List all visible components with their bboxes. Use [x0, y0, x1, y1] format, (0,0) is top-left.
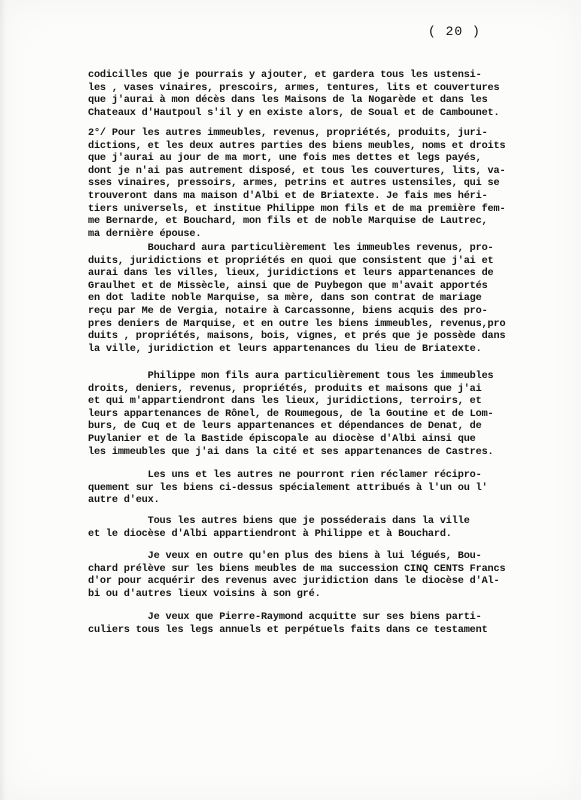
text-line: dont je n'ai pas autrement disposé, et tous les couvertures, lits, va-: [88, 165, 506, 177]
text-line: culiers tous les legs annuels et perpétuels faits dans ce testament: [88, 624, 488, 636]
paragraph-1: [88, 70, 548, 120]
text-line: d'or pour acquérir des revenus avec juridiction dans le diocèse d'Al-: [88, 576, 500, 588]
text-line: 2°/ Pour les autres immeubles, revenus, propriétés, produits, juri-: [88, 128, 488, 139]
text-line: aurai dans les villes, lieux, juridictions et leurs appartenances de: [88, 268, 494, 280]
text-line: que j'aurai à mon décès dans les Maisons de la Nogarède et dans les: [88, 95, 488, 107]
text-line: leurs appartenances de Rônel, de Roumegous, de la Goutine et de Lom-: [88, 408, 494, 420]
paragraph-6: [88, 516, 548, 541]
text-line: duits , propriétés, maisons, bois, vignes, et prés que je possède dans: [88, 331, 506, 343]
text-line: ma dernière épouse.: [88, 228, 202, 240]
text-line: Les uns et les autres ne pourront rien réclamer récipro-: [88, 470, 482, 481]
text-line: chard prélève sur les biens meubles de ma succession CINQ CENTS Francs: [88, 563, 506, 575]
text-line: Bouchard aura particulièrement les immeubles revenus, pro-: [88, 243, 494, 254]
page-edge-shadow: [0, 0, 6, 800]
text-line: quement sur les biens ci-dessus spécialement attribués à l'un ou l': [88, 482, 488, 494]
text-line: bi ou d'autres lieux voisins à son gré.: [88, 588, 321, 600]
text-line: duits, juridictions et propriétés en quoi que consistent que j'ai et: [88, 255, 494, 267]
text-line: me Bernarde, et Bouchard, mon fils et de noble Marquise de Lautrec,: [88, 216, 488, 228]
text-line: Chateaux d'Hautpoul s'il y en existe alors, de Soual et de Cambounet.: [88, 107, 500, 119]
text-line: dictions, et les deux autres parties des biens meubles, noms et droits: [88, 140, 506, 152]
text-line: et qui m'appartiendront dans les lieux, juridictions, terroirs, et: [88, 396, 482, 408]
text-line: codicilles que je pourrais y ajouter, et gardera tous les ustensi-: [88, 70, 482, 81]
text-line: burs, de Cuq et de leurs appartenances et dépendances de Denat, de: [88, 421, 482, 433]
page-number: ( 20 ): [428, 24, 481, 39]
text-line: que j'aurai au jour de ma mort, une fois mes dettes et legs payés,: [88, 153, 482, 165]
text-line: Philippe mon fils aura particulièrement tous les immeubles: [88, 371, 494, 382]
text-line: sses vinaires, pressoirs, armes, petrins et autres ustensiles, qui se: [88, 178, 500, 190]
paragraph-5: [88, 470, 548, 508]
text-line: Je veux en outre qu'en plus des biens à lui légués, Bou-: [88, 551, 482, 562]
text-line: autre d'eux.: [88, 495, 160, 507]
text-line: trouveront dans ma maison d'Albi et de Briatexte. Je fais mes héri-: [88, 190, 488, 202]
paragraph-2: [88, 128, 548, 241]
text-line: en dot ladite noble Marquise, sa mère, dans son contrat de mariage: [88, 293, 482, 305]
text-line: la ville, juridiction et leurs appartenances du lieu de Briatexte.: [88, 343, 482, 355]
text-line: Tous les autres biens que je posséderais dans la ville: [88, 516, 470, 527]
text-line: et le diocèse d'Albi appartiendront à Philippe et à Bouchard.: [88, 528, 452, 540]
text-line: Puylanier et de la Bastide épiscopale au diocèse d'Albi ainsi que: [88, 433, 476, 445]
text-line: pres deniers de Marquise, et en outre les biens immeubles, revenus,pro: [88, 318, 506, 330]
text-line: Je veux que Pierre-Raymond acquitte sur ses biens parti-: [88, 612, 482, 623]
paragraph-7: [88, 551, 548, 601]
text-line: les immeubles que j'ai dans la cité et ses appartenances de Castres.: [88, 446, 494, 458]
paragraph-3: [88, 243, 548, 356]
text-line: droits, deniers, revenus, propriétés, produits et maisons que j'ai: [88, 383, 482, 395]
text-line: reçu par Me de Vergia, notaire à Carcassonne, biens acquis des pro-: [88, 305, 488, 317]
paragraph-4: [88, 371, 548, 459]
paragraph-8: [88, 612, 548, 637]
text-line: Graulhet et de Missècle, ainsi que de Puybegon que m'avait apportés: [88, 280, 488, 292]
text-line: les , vases vinaires, prescoirs, armes, tentures, lits et couvertures: [88, 82, 500, 94]
text-line: tiers universels, et institue Philippe mon fils et de ma première fem-: [88, 203, 506, 215]
